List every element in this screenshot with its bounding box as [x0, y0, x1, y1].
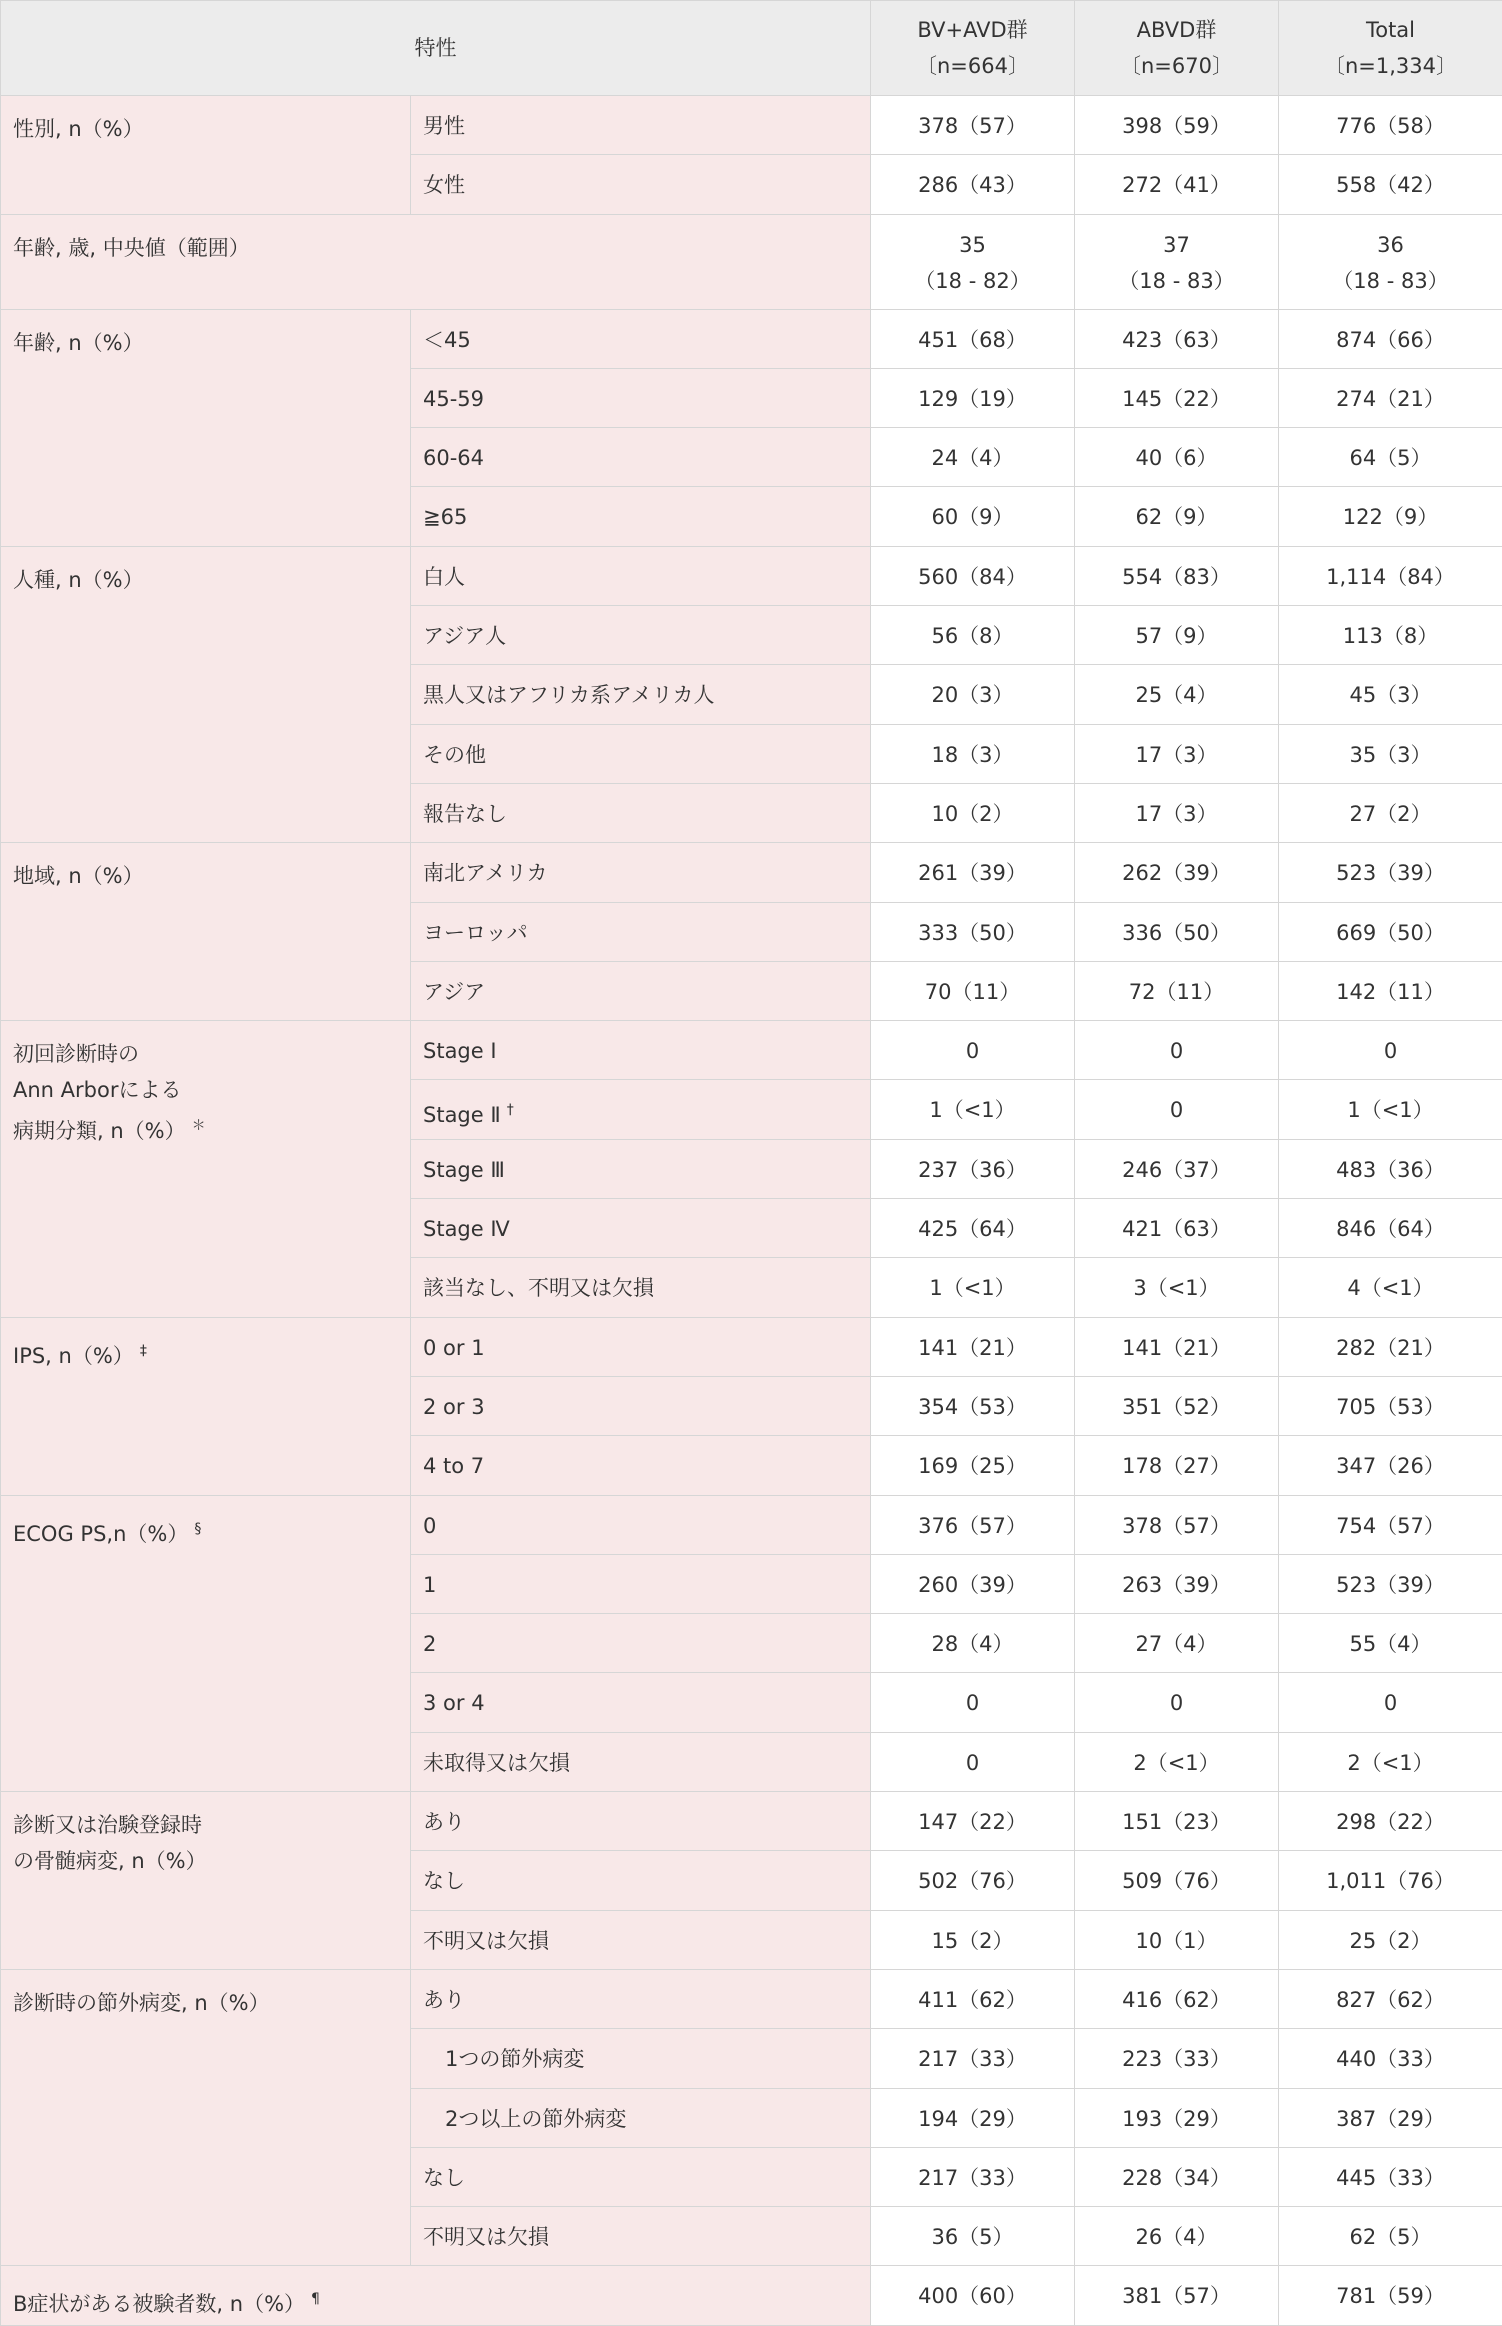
row-sub-label-text: 0 [423, 1514, 436, 1538]
value-abvd: 62（9） [1075, 487, 1279, 546]
value-bv-avd: 141（21） [871, 1317, 1075, 1376]
value-total: 558（42） [1279, 155, 1502, 214]
value-abvd: 423（63） [1075, 309, 1279, 368]
value-bv-avd: 260（39） [871, 1554, 1075, 1613]
value-abvd: 178（27） [1075, 1436, 1279, 1495]
footnote-mark: ¶ [311, 2291, 320, 2307]
row-sub-label [411, 1554, 871, 1613]
row-sub-label-text: ヨーロッパ [423, 921, 528, 945]
value-bv-avd: 169（25） [871, 1436, 1075, 1495]
row-sub-label-text: 60-64 [423, 446, 484, 470]
value-line: 35 [883, 227, 1062, 263]
header-total [1279, 1, 1502, 96]
value-abvd: 3（<1） [1075, 1258, 1279, 1317]
value-abvd: 57（9） [1075, 606, 1279, 665]
row-sub-label [411, 724, 871, 783]
row-group-label [1, 843, 411, 1021]
row-group-label-text: 病期分類, n（%） [13, 1119, 186, 1143]
value-total [1279, 214, 1502, 309]
value-abvd: 26（4） [1075, 2207, 1279, 2266]
value-total: 4（<1） [1279, 1258, 1502, 1317]
footnote-mark: ‡ [140, 1343, 147, 1359]
row-sub-label-text: Stage Ⅱ [423, 1103, 501, 1127]
row-sub-label [411, 2207, 871, 2266]
row-sub-label-text: 男性 [423, 114, 465, 138]
table-row [1, 214, 1502, 309]
footnote-mark: § [194, 1521, 201, 1537]
row-sub-label-text: 白人 [423, 565, 465, 589]
value-bv-avd: 376（57） [871, 1495, 1075, 1554]
row-sub-label [411, 1139, 871, 1198]
row-sub-label-text: なし [423, 1869, 465, 1893]
value-total: 25（2） [1279, 1910, 1502, 1969]
value-abvd: 27（4） [1075, 1614, 1279, 1673]
row-group-label-text: Ann Arborによる [13, 1078, 181, 1102]
row-sub-label [411, 1969, 871, 2028]
row-sub-label [411, 368, 871, 427]
value-bv-avd: 0 [871, 1732, 1075, 1791]
row-sub-label [411, 1792, 871, 1851]
row-group-label [1, 1969, 411, 2265]
value-total: 274（21） [1279, 368, 1502, 427]
header-abvd-name: ABVD群 [1087, 12, 1266, 48]
row-sub-label-text: あり [423, 1988, 465, 2012]
row-group-label-line [13, 562, 398, 598]
value-bv-avd: 425（64） [871, 1199, 1075, 1258]
value-abvd: 272（41） [1075, 155, 1279, 214]
value-abvd: 40（6） [1075, 428, 1279, 487]
value-total: 142（11） [1279, 961, 1502, 1020]
row-sub-label [411, 665, 871, 724]
value-line: （18 - 82） [883, 263, 1062, 299]
row-sub-label [411, 1910, 871, 1969]
row-sub-label [411, 961, 871, 1020]
value-total: 27（2） [1279, 783, 1502, 842]
row-sub-label-text: その他 [423, 743, 486, 767]
value-bv-avd: 147（22） [871, 1792, 1075, 1851]
row-sub-label [411, 843, 871, 902]
row-group-label-text: 年齢, 歳, 中央値（範囲） [13, 236, 250, 260]
header-bv-avd [871, 1, 1075, 96]
row-group-label-text: の骨髄病変, n（%） [13, 1849, 207, 1873]
row-sub-label [411, 1732, 871, 1791]
value-total: 827（62） [1279, 1969, 1502, 2028]
row-group-label [1, 1021, 411, 1317]
value-total: 846（64） [1279, 1199, 1502, 1258]
row-sub-label [411, 1851, 871, 1910]
row-group-label-text: B症状がある被験者数, n（%） [13, 2292, 305, 2316]
row-group-label-line [13, 1036, 398, 1072]
row-sub-label [411, 1614, 871, 1673]
row-sub-label [411, 1495, 871, 1554]
value-bv-avd: 451（68） [871, 309, 1075, 368]
value-bv-avd: 70（11） [871, 961, 1075, 1020]
row-sub-label [411, 309, 871, 368]
value-bv-avd: 56（8） [871, 606, 1075, 665]
value-total: 387（29） [1279, 2088, 1502, 2147]
value-total: 2（<1） [1279, 1732, 1502, 1791]
row-sub-label [411, 1436, 871, 1495]
value-total: 781（59） [1279, 2266, 1502, 2325]
row-sub-label-text: 未取得又は欠損 [423, 1751, 570, 1775]
row-group-label-line [13, 1807, 398, 1843]
row-group-label [1, 1495, 411, 1791]
table-row [1, 1495, 1502, 1554]
row-group-label-text: ECOG PS,n（%） [13, 1522, 188, 1546]
value-abvd: 17（3） [1075, 783, 1279, 842]
row-group-label [1, 96, 411, 215]
value-abvd: 351（52） [1075, 1376, 1279, 1435]
row-sub-label-text: ＜45 [423, 328, 471, 352]
row-sub-label [411, 428, 871, 487]
header-abvd-n: 〔n=670〕 [1087, 48, 1266, 84]
value-abvd: 72（11） [1075, 961, 1279, 1020]
value-abvd: 141（21） [1075, 1317, 1279, 1376]
row-sub-label-text: 45-59 [423, 387, 484, 411]
value-abvd: 263（39） [1075, 1554, 1279, 1613]
value-abvd: 554（83） [1075, 546, 1279, 605]
value-total: 0 [1279, 1673, 1502, 1732]
footnote-mark: ＊ [192, 1118, 206, 1134]
row-sub-label [411, 1258, 871, 1317]
value-abvd: 421（63） [1075, 1199, 1279, 1258]
row-sub-label-text: 0 or 1 [423, 1336, 485, 1360]
row-sub-label [411, 1199, 871, 1258]
value-abvd: 509（76） [1075, 1851, 1279, 1910]
value-bv-avd: 10（2） [871, 783, 1075, 842]
value-total: 754（57） [1279, 1495, 1502, 1554]
value-abvd: 381（57） [1075, 2266, 1279, 2325]
value-bv-avd: 24（4） [871, 428, 1075, 487]
table-row [1, 1792, 1502, 1851]
row-sub-label-text: 不明又は欠損 [423, 2225, 549, 2249]
value-total: 1,114（84） [1279, 546, 1502, 605]
row-group-label-line [13, 230, 858, 266]
row-sub-label [411, 2088, 871, 2147]
value-total: 113（8） [1279, 606, 1502, 665]
value-bv-avd: 333（50） [871, 902, 1075, 961]
value-bv-avd: 0 [871, 1021, 1075, 1080]
value-line: （18 - 83） [1087, 263, 1266, 299]
value-bv-avd: 411（62） [871, 1969, 1075, 2028]
row-sub-label-text: ≧65 [423, 505, 467, 529]
footnote-mark: † [507, 1102, 514, 1118]
row-sub-label [411, 155, 871, 214]
value-total: 347（26） [1279, 1436, 1502, 1495]
value-bv-avd: 15（2） [871, 1910, 1075, 1969]
row-group-label [1, 2266, 871, 2325]
value-abvd: 246（37） [1075, 1139, 1279, 1198]
row-sub-label-text: アジア人 [423, 624, 506, 648]
value-abvd: 398（59） [1075, 96, 1279, 155]
row-group-label-line [13, 858, 398, 894]
row-group-label [1, 214, 871, 309]
value-bv-avd: 129（19） [871, 368, 1075, 427]
value-bv-avd: 1（<1） [871, 1258, 1075, 1317]
value-bv-avd: 237（36） [871, 1139, 1075, 1198]
row-sub-label-text: 南北アメリカ [423, 861, 548, 885]
row-sub-label [411, 1673, 871, 1732]
value-total: 523（39） [1279, 843, 1502, 902]
value-total: 122（9） [1279, 487, 1502, 546]
value-total: 298（22） [1279, 1792, 1502, 1851]
row-sub-label [411, 902, 871, 961]
row-group-label-line [13, 325, 398, 361]
value-bv-avd [871, 214, 1075, 309]
value-abvd: 416（62） [1075, 1969, 1279, 2028]
row-group-label-text: IPS, n（%） [13, 1344, 134, 1368]
row-group-label-line [13, 1072, 398, 1108]
value-line: （18 - 83） [1291, 263, 1490, 299]
row-sub-label-text: 黒人又はアフリカ系アメリカ人 [423, 683, 714, 707]
row-sub-label-text: 2つ以上の節外病変 [445, 2107, 626, 2131]
value-total: 0 [1279, 1021, 1502, 1080]
value-total: 62（5） [1279, 2207, 1502, 2266]
row-sub-label-text: 報告なし [423, 802, 507, 826]
value-abvd: 10（1） [1075, 1910, 1279, 1969]
table-row [1, 1969, 1502, 2028]
row-group-label [1, 1792, 411, 1970]
row-group-label-line [13, 1985, 398, 2021]
value-total: 874（66） [1279, 309, 1502, 368]
value-bv-avd: 194（29） [871, 2088, 1075, 2147]
header-abvd [1075, 1, 1279, 96]
value-bv-avd: 28（4） [871, 1614, 1075, 1673]
row-sub-label-text: 2 [423, 1632, 436, 1656]
row-group-label-line [13, 1511, 398, 1552]
row-sub-label-text: 1つの節外病変 [445, 2047, 584, 2071]
row-group-label-text: 人種, n（%） [13, 568, 144, 592]
row-sub-label [411, 606, 871, 665]
row-sub-label-text: 不明又は欠損 [423, 1929, 549, 1953]
table-row [1, 1021, 1502, 1080]
table-row [1, 1317, 1502, 1376]
value-bv-avd: 1（<1） [871, 1080, 1075, 1139]
value-bv-avd: 354（53） [871, 1376, 1075, 1435]
row-sub-label-text: Stage Ⅰ [423, 1039, 497, 1063]
table-row [1, 546, 1502, 605]
value-bv-avd: 400（60） [871, 2266, 1075, 2325]
value-bv-avd: 36（5） [871, 2207, 1075, 2266]
value-bv-avd: 286（43） [871, 155, 1075, 214]
row-group-label [1, 546, 411, 842]
value-abvd: 0 [1075, 1021, 1279, 1080]
value-total: 445（33） [1279, 2147, 1502, 2206]
value-bv-avd: 217（33） [871, 2147, 1075, 2206]
value-line: 36 [1291, 227, 1490, 263]
row-group-label-line [13, 111, 398, 147]
value-total: 35（3） [1279, 724, 1502, 783]
value-abvd: 17（3） [1075, 724, 1279, 783]
row-sub-label-text: あり [423, 1810, 465, 1834]
row-sub-label [411, 1317, 871, 1376]
value-total: 776（58） [1279, 96, 1502, 155]
row-group-label-text: 性別, n（%） [13, 117, 144, 141]
header-characteristic: 特性 [1, 1, 871, 96]
row-sub-label [411, 783, 871, 842]
value-bv-avd: 0 [871, 1673, 1075, 1732]
value-bv-avd: 18（3） [871, 724, 1075, 783]
value-abvd [1075, 214, 1279, 309]
value-bv-avd: 60（9） [871, 487, 1075, 546]
table-row [1, 2266, 1502, 2325]
table-row [1, 843, 1502, 902]
table-row [1, 96, 1502, 155]
row-group-label [1, 309, 411, 546]
value-abvd: 0 [1075, 1080, 1279, 1139]
value-bv-avd: 217（33） [871, 2029, 1075, 2088]
row-sub-label [411, 2147, 871, 2206]
header-bv-avd-n: 〔n=664〕 [883, 48, 1062, 84]
value-total: 440（33） [1279, 2029, 1502, 2088]
value-total: 669（50） [1279, 902, 1502, 961]
row-group-label-text: 初回診断時の [13, 1042, 139, 1066]
value-bv-avd: 20（3） [871, 665, 1075, 724]
value-total: 1,011（76） [1279, 1851, 1502, 1910]
value-line: 37 [1087, 227, 1266, 263]
header-bv-avd-name: BV+AVD群 [883, 12, 1062, 48]
row-group-label-line [13, 2281, 858, 2322]
value-bv-avd: 378（57） [871, 96, 1075, 155]
header-total-n: 〔n=1,334〕 [1291, 48, 1490, 84]
row-sub-label-text: Stage Ⅳ [423, 1217, 510, 1241]
value-abvd: 145（22） [1075, 368, 1279, 427]
value-total: 1（<1） [1279, 1080, 1502, 1139]
value-abvd: 2（<1） [1075, 1732, 1279, 1791]
row-sub-label-text: 女性 [423, 173, 465, 197]
value-abvd: 378（57） [1075, 1495, 1279, 1554]
row-group-label-text: 年齢, n（%） [13, 331, 144, 355]
row-sub-label-text: 1 [423, 1573, 436, 1597]
row-group-label-text: 地域, n（%） [13, 864, 144, 888]
row-group-label-line [13, 1843, 398, 1879]
row-group-label-text: 診断時の節外病変, n（%） [13, 1991, 270, 2015]
table-row [1, 309, 1502, 368]
value-abvd: 193（29） [1075, 2088, 1279, 2147]
row-sub-label [411, 487, 871, 546]
value-bv-avd: 502（76） [871, 1851, 1075, 1910]
row-group-label-text: 診断又は治験登録時 [13, 1813, 202, 1837]
value-total: 64（5） [1279, 428, 1502, 487]
row-sub-label-text: Stage Ⅲ [423, 1158, 505, 1182]
value-abvd: 151（23） [1075, 1792, 1279, 1851]
value-abvd: 262（39） [1075, 843, 1279, 902]
row-sub-label-text: 該当なし、不明又は欠損 [423, 1276, 654, 1300]
row-sub-label-text: アジア [423, 980, 485, 1004]
value-total: 282（21） [1279, 1317, 1502, 1376]
value-total: 483（36） [1279, 1139, 1502, 1198]
row-sub-label-text: 2 or 3 [423, 1395, 485, 1419]
row-sub-label-text: なし [423, 2166, 465, 2190]
row-sub-label-text: 3 or 4 [423, 1691, 485, 1715]
value-abvd: 25（4） [1075, 665, 1279, 724]
value-abvd: 228（34） [1075, 2147, 1279, 2206]
row-sub-label-text: 4 to 7 [423, 1454, 484, 1478]
value-abvd: 0 [1075, 1673, 1279, 1732]
row-sub-label [411, 96, 871, 155]
value-abvd: 336（50） [1075, 902, 1279, 961]
row-sub-label [411, 1376, 871, 1435]
row-group-label [1, 1317, 411, 1495]
row-group-label-line [13, 1108, 398, 1149]
value-total: 705（53） [1279, 1376, 1502, 1435]
value-bv-avd: 560（84） [871, 546, 1075, 605]
row-sub-label [411, 1080, 871, 1139]
row-sub-label [411, 546, 871, 605]
value-bv-avd: 261（39） [871, 843, 1075, 902]
row-group-label-line [13, 1333, 398, 1374]
value-total: 523（39） [1279, 1554, 1502, 1613]
header-total-name: Total [1291, 12, 1490, 48]
table-body [1, 96, 1502, 2326]
value-total: 45（3） [1279, 665, 1502, 724]
row-sub-label [411, 1021, 871, 1080]
header-row [1, 1, 1502, 96]
row-sub-label [411, 2029, 871, 2088]
value-abvd: 223（33） [1075, 2029, 1279, 2088]
value-total: 55（4） [1279, 1614, 1502, 1673]
